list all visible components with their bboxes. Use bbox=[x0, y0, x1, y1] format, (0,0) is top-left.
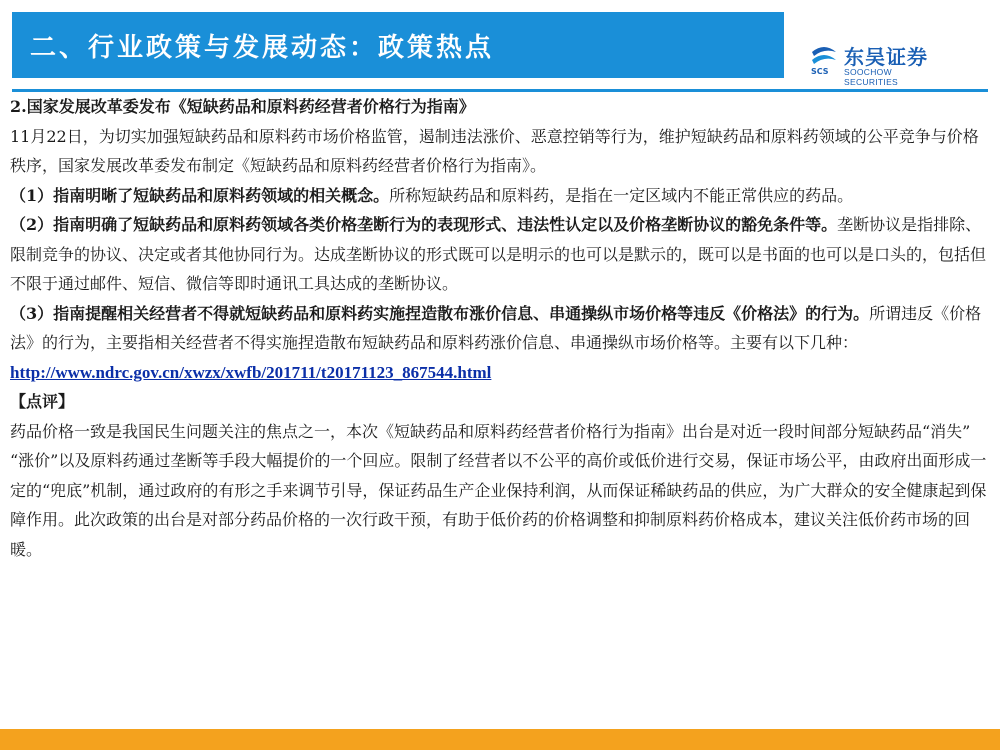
section-title: 二、行业政策与发展动态：政策热点 bbox=[30, 32, 495, 63]
point-1-paragraph bbox=[10, 181, 988, 211]
source-link-paragraph bbox=[10, 358, 988, 388]
source-link[interactable]: http://www.ndrc.gov.cn/xwzx/xwfb/201711/t20171123_867544.html bbox=[10, 362, 492, 382]
point-2-lead: （2）指南明确了短缺药品和原料药领域各类价格垄断行为的表现形式、违法性认定以及价格垄断协议的豁免条件等。 bbox=[10, 215, 838, 234]
point-2-text: 垄断协议是指排除、限制竞争的协议、决定或者其他协同行为。达成垄断协议的形式既可以是明示的也可以是默示的，既可以是书面的也可以是口头的，包括但不限于通过邮件、短信、微信等即时通讯工具达成的垄断协议。 bbox=[10, 215, 987, 293]
point-1-lead: （1）指南明晰了短缺药品和原料药领域的相关概念。 bbox=[10, 185, 390, 205]
point-3-lead: （3）指南提醒相关经营者不得就短缺药品和原料药实施捏造散布涨价信息、串通操纵市场价格等违反《价格法》的行为。 bbox=[10, 303, 870, 323]
point-1-text: 所称短缺药品和原料药，是指在一定区域内不能正常供应的药品。 bbox=[389, 185, 854, 205]
section-header-bar bbox=[12, 12, 784, 78]
logo-english-name: SOOCHOW SECURITIES bbox=[844, 67, 899, 87]
logo-chinese-name: 东吴证券 bbox=[844, 45, 928, 69]
comment-label: 【点评】 bbox=[10, 392, 75, 411]
article-heading: 2.国家发展改革委发布《短缺药品和原料药经营者价格行为指南》 bbox=[10, 97, 475, 116]
article-body bbox=[10, 92, 988, 564]
intro-paragraph: 11月22日，为切实加强短缺药品和原料药市场价格监管，遏制违法涨价、恶意控销等行为，维护短缺药品和原料药领域的公平竞争与价格秩序，国家发展改革委发布制定《短缺药品和原料药经营者价格行为指南》。 bbox=[10, 126, 979, 175]
point-3-paragraph bbox=[10, 299, 988, 358]
logo-mark-text: SCS bbox=[811, 67, 829, 76]
point-2-paragraph bbox=[10, 210, 988, 299]
comment-paragraph: 药品价格一致是我国民生问题关注的焦点之一，本次《短缺药品和原料药经营者价格行为指南》出台是对近一段时间部分短缺药品“消失” “涨价”以及原料药通过垄断等手段大幅提价的一个回应。限制了经营者以不公平的高价或低价进行交易，保证市场公平，由政府出面形成一定的“兜底”机制，通过政府的有形之手来调节引导，保证药品生产企业保持利润，从而保证稀缺药品的供应，为广大群众的安全健康起到保障作用。此次政策的出台是对部分药品价格的一次行政干预，有助于低价药的价格调整和抑制原料药价格成本，建议关注低价药市场的回暖。 bbox=[10, 421, 987, 559]
scs-logo-icon bbox=[808, 44, 840, 76]
footer-bar bbox=[0, 729, 1000, 750]
point-3-text: 所谓违反《价格法》的行为，主要指相关经营者不得实施捏造散布短缺药品和原料药涨价信息、串通操纵市场价格等。主要有以下几种： bbox=[10, 303, 982, 352]
soochow-securities-logo bbox=[808, 44, 948, 87]
